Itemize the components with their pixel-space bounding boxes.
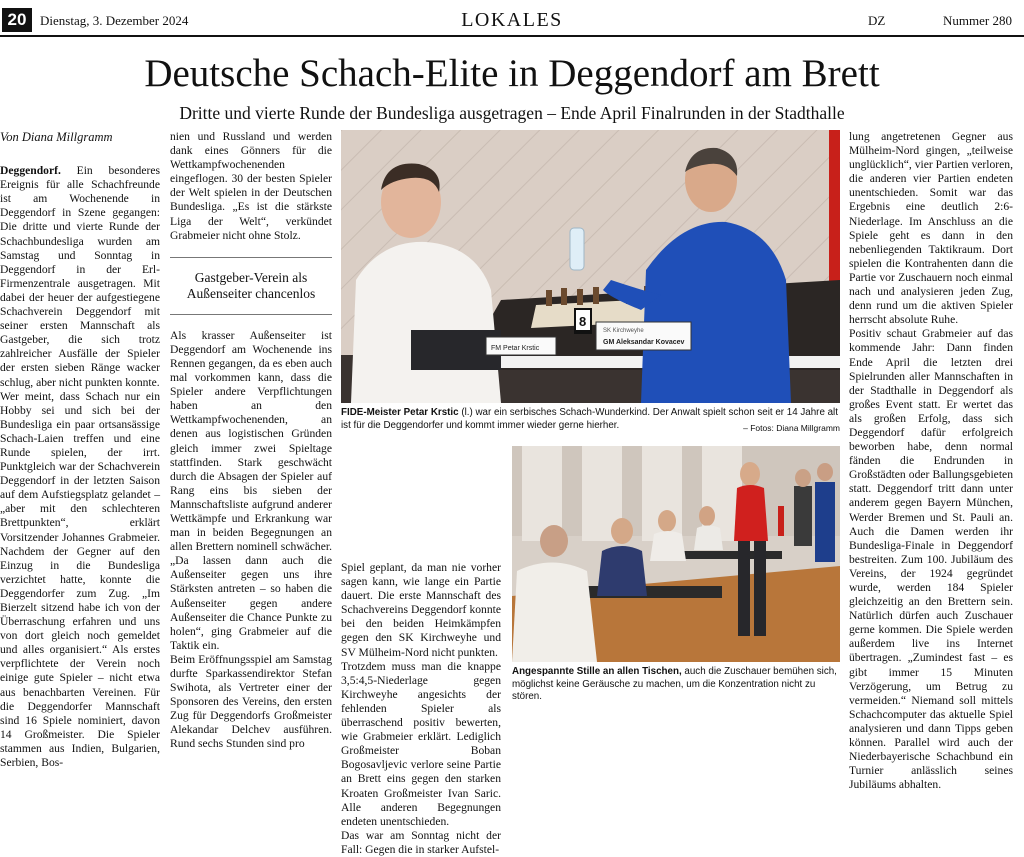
nameplate-right: GM Aleksandar Kovacev xyxy=(603,339,685,346)
photo-tournament-hall xyxy=(512,446,840,662)
caption-2-lead: Angespannte Stille an allen Tischen, xyxy=(512,666,682,677)
issue-date: Dienstag, 3. Dezember 2024 xyxy=(40,13,189,28)
issue-number: Nummer 280 xyxy=(943,13,1012,28)
masthead-rule xyxy=(0,35,1024,37)
nameplate-left: FM Petar Krstic xyxy=(491,345,540,352)
lead-paragraph xyxy=(0,164,160,390)
byline: Von Diana Millgramm xyxy=(0,130,113,144)
paragraph: Als krasser Außenseiter ist Deggendorf am Wochenende ins Rennen gegangen, da es eben auch mal vorkommen kann, dass die Spieler andere Verpflichtungen haben an den Wettkampfwochenenden, an denen aus logistischen Gründen gleich immer zwei Spieltage stattfinden. Stark geschwächt durch die Absagen der Spieler auf Rang eins bis sieben der Mannschaftsliste aufgrund anderer Wettkämpfe und Erkrankung war man in beiden Begegnungen an allen Brettern nominell schwächer. „Da lassen dann auch die Außenseiter gegen uns ihre Stärksten antreten – so haben die Außenseiter gegen andere Außenseiter die Chance Punkte zu holen“, ging Grabmeier auf die Taktik ein. xyxy=(170,328,332,652)
caption-1-text: (l.) war ein serbisches Schach-Wunderkind. Der Anwalt spielt schon seit er 14 Jahre alt ist für die Deggendorfer und kommt immer wieder gerne hierher. xyxy=(341,407,838,431)
paragraph: Beim Eröffnungsspiel am Samstag durfte Sparkassendirektor Stefan Swihota, als Vertreter einer der Sponsoren des Vereins, den ersten Zug für Deggendorfs Großmeister Alekandar Delchev ausführen. Rund sechs Stunden sind pro xyxy=(170,652,332,751)
column-2 xyxy=(170,130,332,752)
paragraph: Das war am Sonntag nicht der Fall: Gegen die in starker Aufstel- xyxy=(341,828,501,856)
photo-illustration xyxy=(512,446,840,662)
nameplate-right-team: SK Kirchweyhe xyxy=(603,328,644,334)
paragraph: nien und Russland und werden dank eines Gönners für die Wettkampfwochenenden eingeflogen. 30 der besten Spieler der Welt spielen in der Deutschen Bundesliga. „Es ist die stärkste Liga der Welt“, verkündet Grabmeier nicht ohne Stolz. xyxy=(170,130,332,242)
dateline: Deggendorf. xyxy=(0,164,61,178)
paragraph: Spiel geplant, da man nie vorher sagen kann, wie lange ein Partie dauert. Die erste Mannschaft des Schachvereins Deggendorf konnte bei den beiden Heimkämpfen gegen den SK Kirchweyhe und SV Mülheim-Nord nicht punkten. xyxy=(341,561,501,659)
column-4 xyxy=(849,130,1013,792)
photo-chess-players xyxy=(341,130,840,403)
column-3 xyxy=(341,561,501,857)
caption-2-text: auch die Zuschauer bemühen sich, möglichst keine Geräusche zu machen, um die Konzentration nicht zu stören. xyxy=(512,666,837,703)
page-number: 20 xyxy=(2,8,32,32)
paper-name: DZ xyxy=(868,13,886,28)
board-number: 8 xyxy=(579,314,587,329)
lead-text: Ein besonderes Ereignis für alle Schachfreunde ist am Wochenende in Deggendorf in Szene gegangen: Die dritte und vierte Runde der Schachbundesliga wurden am Samstag und Sonntag in Deggendorf in der Erl-Firmenzentrale ausgetragen. Mit dabei der heuer der aufgestiegene Schachverein Deggendorf mit seiner ersten Mannschaft als Gastgeber, die sich trotz zahlreicher Ausfälle der Spieler der ersten sieben Ränge wacker schlug, aber nicht punkten konnte. xyxy=(0,164,160,389)
paragraph: lung angetretenen Gegner aus Mülheim-Nord gingen, „teilweise unglücklich“, vier Partien verloren, die anderen vier Partien endeten unentschieden. Somit war das Ergebnis eine deutlich 2:6-Niederlage. Im Anschluss an die Spiele geht es dann in den nebenliegenden Taktikraum. Dort spielen die Kontrahenten dann die Partie vor Zuschauern noch einmal nach und analysieren jeden Zug, denn rund um die aktiven Spieler herrscht absolute Ruhe. xyxy=(849,130,1013,327)
section-title: LOKALES xyxy=(461,9,563,31)
photo-caption-1 xyxy=(341,407,840,434)
caption-1-lead: FIDE-Meister Petar Krstic xyxy=(341,407,459,418)
paragraph: Wer meint, dass Schach nur ein Hobby sei und sich bei der Bundesliga ein paar ortsansässige Schach-Laien treffen und eine Runde spielen, der irrt. Punktgleich war der Schachverein Deggendorf in der letzten Saison auf dem Aufstiegsplatz gelandet – „aber mit den schlechteren Brettpunkten“, erklärt Vorsitzender Johannes Grabmeier. Nachdem der Gegner auf den Einzug in die Bundesliga verzichtet hatte, konnte die Deggendorfer zum Zug. „Im Bierzelt sitzend habe ich von der Überraschung erfahren und uns von dort gleich noch gemeldet und alles organisiert.“ Als erstes verpflichtete der Verein noch einige gute Spieler – nicht etwa aus benachbarten Vereinen. Für die Deggendorfer Mannschaft sind 16 Spiele nominiert, davon 14 Großmeister. Die Spieler stammen aus Indien, Bulgarien, Serbien, Bos- xyxy=(0,389,160,770)
photo-illustration xyxy=(341,130,840,403)
subheadline: Dritte und vierte Runde der Bundesliga ausgetragen – Ende April Finalrunden in der Stadthalle xyxy=(179,103,845,123)
column-1 xyxy=(0,130,160,770)
intertitle: Gastgeber-Verein als Außenseiter chancenlos xyxy=(170,257,332,315)
paragraph: Trotzdem muss man die knappe 3,5:4,5-Niederlage gegen Kirchweyhe angesichts der fehlenden Spieler als überraschend positiv bewerten, wie Grabmeier erklärt. Lediglich Großmeister Boban Bogosavljevic verlore seine Partie an Brett eins gegen den starken Kroaten Großmeister Ivan Saric. Alle anderen Begegnungen endeten unentschieden. xyxy=(341,659,501,828)
headline: Deutsche Schach-Elite in Deggendorf am Brett xyxy=(144,52,880,95)
paragraph: Positiv schaut Grabmeier auf das kommende Jahr: Dann finden Ende April die letzten drei Spielrunden aller Mannschaften in der Stadthalle in Deggendorf als großes Event statt. Er wertet das als großen Erfolg, dass sich Deggendorf dafür erfolgreich beworben habe, denn normal fänden die Endrunden in Großstädten oder Ballungsgebieten statt. Deggendorf tritt dann unter anderem gegen Bayern München, Werder Bremen und St. Pauli an. Auch die Damen werden ihr Bundesliga-Finale in Deggendorf bestreiten. Zum 100. Jubiläum des Vereins, der 1924 gegründet wurde, werden 184 Spieler gleichzeitig an den Brettern sein. Natürlich dürfen auch Zuschauer gerne kommen. Die Spiele werden außerdem live ins Internet übertragen. „Zumindest fast – es gibt immer 15 Minuten Verzögerung, um Betrug zu vermeiden.“ Niemand soll mittels Schachcomputer das aktuelle Spiel analysieren und dann Tipps geben können. Parallel wird auch der Niederbayerische Schachbund ein Turnier anlässlich seines Jubiläums abhalten. xyxy=(849,327,1013,792)
photo-caption-2 xyxy=(512,666,840,704)
photo-credit: – Fotos: Diana Millgramm xyxy=(743,422,840,433)
masthead xyxy=(0,8,1024,34)
